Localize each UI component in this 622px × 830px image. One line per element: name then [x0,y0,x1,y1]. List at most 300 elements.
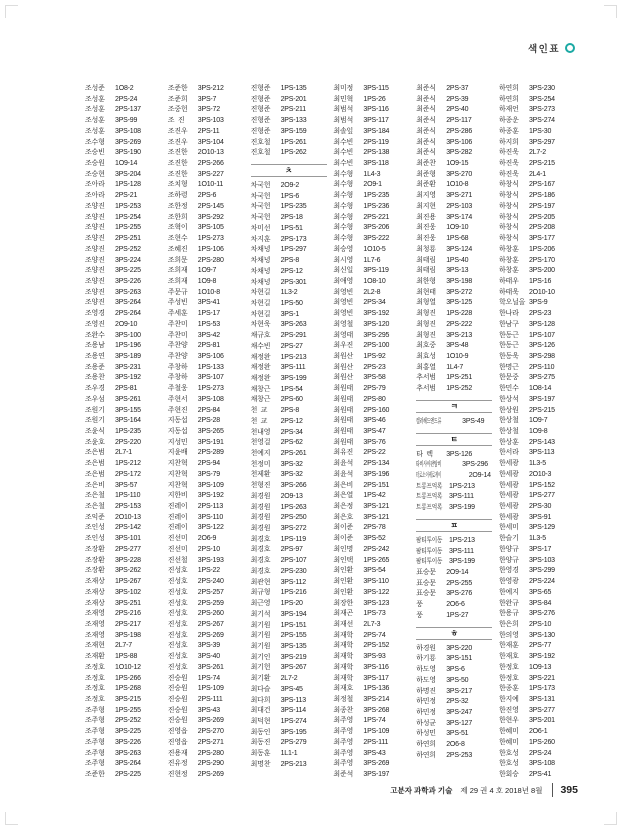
page-header [528,41,575,55]
index-entry [333,395,409,406]
index-entry [168,416,244,427]
index-entry [85,620,161,631]
index-entry [499,202,575,213]
author-name: 주현진 [167,406,188,414]
index-entry [168,631,244,642]
paper-code: 3PS-198 [115,631,141,639]
author-name: 최원태 [333,438,354,446]
author-name: 천예지 [250,450,271,457]
index-entry [168,298,244,309]
index-entry [85,513,161,524]
author-name: 조혜진 [167,245,188,253]
author-name: 한호성 [498,760,519,768]
paper-code: 3PS-45 [280,685,303,693]
paper-code: 2PS-213 [280,760,307,768]
author-name: 최영빈 [333,288,354,296]
paper-code: 2PS-111 [197,695,223,703]
author-name: 한상원 [498,406,519,414]
paper-code: 1PS-260 [528,738,555,746]
paper-code: 3PS-227 [197,170,224,178]
paper-code: 3PS-117 [363,117,389,125]
author-name: 조양진 [85,235,105,243]
index-entry [85,320,161,331]
author-name: 하창식 [498,202,519,210]
paper-code: 3PS-110 [197,513,224,521]
paper-code: 1PS-53 [197,320,220,328]
index-entry [85,395,161,406]
paper-code: 1PS-17 [197,310,220,318]
index-entry [85,577,161,588]
index-entry [251,481,327,492]
author-name: 최신일 [333,267,354,275]
author-name: 조익준 [85,513,105,521]
author-name: 차채녕 [250,278,271,286]
author-name: 주찬양 [167,352,188,360]
index-entry [416,492,492,503]
author-name: 조은범 [85,460,105,468]
index-entry [416,180,492,191]
author-name: 최명찬 [250,760,271,768]
index-entry [85,459,161,470]
author-name: 조정호 [85,695,105,703]
paper-code: 2PS-266 [197,160,224,168]
index-entry [499,277,575,288]
index-entry [85,727,161,738]
index-entry [85,481,161,492]
paper-code: 3PS-199 [449,558,475,566]
author-name: 최재학 [333,653,354,661]
index-entry [499,341,575,352]
paper-code: 3PS-212 [197,85,224,92]
author-name: 최주영 [333,749,354,757]
index-entry [251,116,327,127]
author-name: 표승문 [416,579,436,587]
paper-code: 3PS-295 [363,331,390,339]
index-entry [168,523,244,534]
index-entry [499,631,575,642]
author-name: 조용준 [85,363,105,371]
paper-code: 2PS-60 [280,396,303,404]
author-name: 조양진 [85,256,105,264]
author-name: 최수형 [333,224,354,232]
index-entry [168,223,244,234]
paper-code: 3PS-124 [446,245,473,253]
paper-code: 1PS-30 [528,127,552,135]
page-footer [390,783,578,797]
index-entry [251,235,327,246]
paper-code: 2PS-220 [115,438,141,446]
index-entry [251,556,327,567]
paper-code: 3PS-264 [115,299,141,307]
index-entry [168,427,244,438]
author-name: 주성빈 [167,299,188,307]
index-entry [333,331,409,342]
index-entry [333,534,409,545]
paper-code: 3PS-52 [363,535,386,543]
author-name: 한세광 [498,503,519,511]
author-name: 최인환 [333,567,354,575]
index-entry [416,611,492,622]
paper-code: 1PS-273 [197,235,224,243]
author-name: 최덕현 [250,717,271,725]
index-entry [251,674,327,685]
author-name: 조은범 [85,449,105,457]
author-name: 조성훈 [85,106,105,114]
author-name: 조승빈 [85,149,105,157]
paper-code: 1L4-3 [363,170,381,178]
index-entry [416,557,492,568]
author-name: 최영빈 [333,310,354,318]
index-entry [168,234,244,245]
index-entry [85,309,161,320]
paper-code: 2PS-62 [280,439,303,447]
paper-code: 2PS-261 [280,450,307,457]
paper-code: 3PS-135 [280,642,307,650]
paper-code: 1PS-265 [363,556,390,564]
index-entry [499,373,575,384]
paper-code: 3PS-267 [280,664,307,672]
index-entry [499,738,575,749]
paper-code: 3PS-32 [280,460,303,468]
paper-code: 2PS-39 [446,95,469,103]
index-entry [85,213,161,224]
paper-code: 2PS-8 [280,257,300,265]
index-entry [499,213,575,224]
author-name: 조성준 [85,85,105,92]
author-name: 최종찬 [333,706,354,714]
index-entry [416,245,492,256]
paper-code: 1PS-263 [280,503,307,511]
paper-code: 1O10-12 [115,663,141,671]
paper-code: 2PS-32 [446,698,469,706]
author-name: 조아라 [85,192,105,200]
index-entry [499,127,575,138]
author-name: 조은철 [85,492,105,500]
index-entry [168,470,244,481]
paper-code: 1PS-74 [363,717,386,725]
index-entry [85,556,161,567]
paper-code: 1PS-252 [446,385,473,393]
index-entry [251,192,327,203]
paper-code: 2PS-255 [446,579,473,587]
index-entry [333,438,409,449]
paper-code: 1PS-128 [115,181,141,189]
index-entry [416,138,492,149]
index-entry [168,770,244,781]
index-entry [333,363,409,374]
paper-code: 1PS-253 [115,202,141,210]
author-name: 최준식 [416,95,436,103]
author-name: 최영빈 [333,299,354,307]
index-entry [333,727,409,738]
index-entry [251,256,327,267]
author-name: 조은범 [85,470,105,478]
index-entry [85,116,161,127]
paper-code: 3PS-72 [197,106,220,114]
author-name: 최청룡 [416,245,436,253]
author-name: 차국헌 [250,192,271,200]
author-name: 최태림 [416,256,436,264]
index-entry [251,202,327,213]
author-name: 최수형 [333,235,354,243]
index-entry [85,684,161,695]
index-entry [333,695,409,706]
index-entry [499,116,575,127]
author-name: 한상석 [498,395,519,403]
author-name: 최주영 [333,728,354,736]
author-name: 차현길 [250,299,271,307]
author-name: 최범석 [333,117,354,125]
index-entry [333,448,409,459]
index-entry [499,384,575,395]
index-entry [499,545,575,556]
paper-code: 1PS-251 [446,374,473,382]
paper-code: 3PS-127 [446,719,473,727]
paper-code: 2PS-134 [363,460,390,468]
author-name: 조인성 [85,524,105,532]
author-name: 한명근 [498,363,519,371]
author-name: 진승원 [167,674,188,682]
author-name: 추서범 [416,385,436,393]
paper-code: 1PS-277 [528,492,555,500]
paper-code: 3PS-297 [528,138,555,146]
author-name: 진성호 [167,610,188,618]
index-entry [333,652,409,663]
index-entry [416,170,492,181]
index-entry [251,717,327,728]
author-name: 조양진 [85,299,105,307]
author-name: 진호철 [250,138,271,146]
section-letter: ㅋ [450,401,459,411]
index-entry [251,749,327,760]
paper-code: 2PS-279 [280,739,307,747]
paper-code: 3PS-206 [363,224,390,232]
index-entry [333,481,409,492]
index-entry [416,450,492,461]
paper-code: 3PS-215 [115,695,141,703]
index-entry [416,708,492,719]
author-name: 진현정 [167,771,188,778]
paper-code: 2PS-12 [280,417,303,425]
paper-code: 3PS-213 [446,331,473,339]
paper-code: 3PS-106 [197,352,224,360]
index-entry [333,556,409,567]
author-name: 한영경 [498,567,519,575]
paper-code: 3PS-93 [363,653,386,661]
author-name: 하민정 [416,698,436,706]
author-name: 진성호 [167,578,188,586]
author-name: 최형진 [416,310,436,318]
index-entry [251,492,327,503]
index-entry [168,352,244,363]
paper-code: 1PS-267 [115,578,141,586]
paper-code: 3PS-230 [528,85,555,92]
author-name: 최다슬 [250,685,271,693]
index-entry [499,770,575,781]
index-entry [333,749,409,760]
index-entry [499,266,575,277]
author-name: 최장한 [333,599,354,607]
paper-code: 3PS-219 [280,653,307,661]
index-entry [85,534,161,545]
paper-code: 3PS-47 [363,428,386,435]
index-entry [168,652,244,663]
author-name: 하경원 [416,644,436,652]
paper-code: 3PS-226 [115,277,141,285]
index-entry [85,363,161,374]
author-name: 조양진 [85,288,105,296]
author-name: 천 교 [250,417,268,425]
index-entry [416,589,492,600]
paper-code: 3PS-121 [363,513,390,521]
paper-code: 1PS-22 [197,567,220,575]
author-name: 하연희 [416,751,436,759]
paper-code: 2PS-251 [115,235,141,243]
paper-code: 2PS-221 [363,213,390,221]
author-name: 최경호 [250,535,271,543]
paper-code: 3PS-114 [280,707,306,715]
index-entry [251,621,327,632]
author-name: 조승현 [85,170,105,178]
paper-code: 3PS-177 [528,235,555,243]
author-name: 최동인 [250,728,271,736]
author-name: 최은열 [333,492,354,500]
author-name: 진승원 [167,695,188,703]
index-entry [251,278,327,289]
index-entry [251,513,327,524]
paper-code: 3PS-129 [528,524,555,532]
author-name: 하연희 [416,741,436,749]
author-name: 최기석 [250,610,271,618]
index-entry [416,384,492,395]
author-name: 최주영 [333,738,354,746]
index-entry [251,663,327,674]
paper-code: 1O9-8 [197,277,217,285]
paper-code: 3PS-195 [280,728,307,736]
paper-code: 2PS-6 [197,192,217,200]
index-entry [416,568,492,579]
author-name: 최원태 [333,428,354,435]
author-name: 최이준 [333,524,354,532]
index-entry [85,84,161,95]
index-entry [499,470,575,481]
index-entry [499,513,575,524]
index-entry [499,556,575,567]
index-entry [85,652,161,663]
author-name: 진성호 [167,631,188,639]
index-entry [251,438,327,449]
author-name: 주세훈 [167,310,188,318]
paper-code: 2PS-270 [197,728,224,736]
index-entry [168,384,244,395]
index-entry [251,299,327,310]
author-name: 한지예 [498,695,519,703]
corner-mark [604,5,617,18]
section-divider [416,433,492,446]
paper-code: 1PS-73 [363,610,386,618]
index-entry [168,620,244,631]
index-entry [333,84,409,95]
index-entry [416,697,492,708]
paper-code: 3PS-296 [462,461,488,469]
paper-code: 1PS-109 [363,728,390,736]
index-entry [416,309,492,320]
author-name: 팜티투이동 [416,558,443,566]
paper-code: 2O10-13 [115,513,141,521]
paper-code: 1L7-6 [363,256,381,264]
author-name: 주찬미 [167,331,188,339]
author-name: 조용남 [85,342,105,350]
index-entry [499,684,575,695]
paper-code: 2PS-277 [115,545,141,553]
author-name: 조주형 [85,749,105,757]
paper-code: 2PS-201 [280,95,307,103]
paper-code: 3PS-276 [446,590,473,598]
paper-code: 3PS-197 [528,395,555,403]
author-name: 진형준 [250,95,271,103]
index-entry [416,644,492,655]
paper-code: 2PS-145 [197,202,224,210]
author-name: 최준식 [416,149,436,157]
author-name: 최원태 [333,406,354,414]
author-name: 최형진 [416,320,436,328]
index-entry [168,288,244,299]
author-name: 진승원 [167,717,188,725]
author-name: 최주영 [333,717,354,725]
index-entry [416,266,492,277]
author-name: 주찬양 [167,342,188,350]
author-name: 하창식 [498,192,519,200]
author-name: 최규형 [250,589,271,597]
index-entry [416,95,492,106]
index-entry [85,599,161,610]
index-entry [85,406,161,417]
author-name: 조윤식 [85,428,105,435]
paper-code: 1PS-213 [280,353,307,361]
index-entry [333,223,409,234]
author-name: 주창하 [167,363,188,371]
paper-code: 2L7-3 [363,620,381,628]
author-name: 진성호 [167,663,188,671]
paper-code: 1O10-11 [197,181,224,189]
index-entry [333,352,409,363]
index-entry [251,610,327,621]
index-entry [85,373,161,384]
paper-code: 1PS-51 [280,224,303,232]
paper-code: 3PS-225 [115,728,141,736]
index-entry [416,373,492,384]
paper-code: 3PS-220 [446,644,473,652]
index-entry [416,719,492,730]
index-entry [85,502,161,513]
paper-code: 3PS-190 [115,149,141,157]
author-name: 조용연 [85,352,105,360]
index-entry [251,385,327,396]
paper-code: 3PS-100 [115,331,141,339]
author-name: 최수형 [333,170,354,178]
author-name: 한세광 [498,513,519,521]
author-name: 최기인 [250,653,271,661]
paper-code: 2L4-1 [528,170,546,178]
index-entry [499,363,575,374]
author-name: 차현길 [250,310,271,318]
index-entry [168,599,244,610]
paper-code: 2PS-37 [446,85,469,92]
index-entry [333,577,409,588]
index-entry [251,696,327,707]
paper-code: 1L3-2 [280,289,298,297]
author-name: 조재상 [85,578,105,586]
